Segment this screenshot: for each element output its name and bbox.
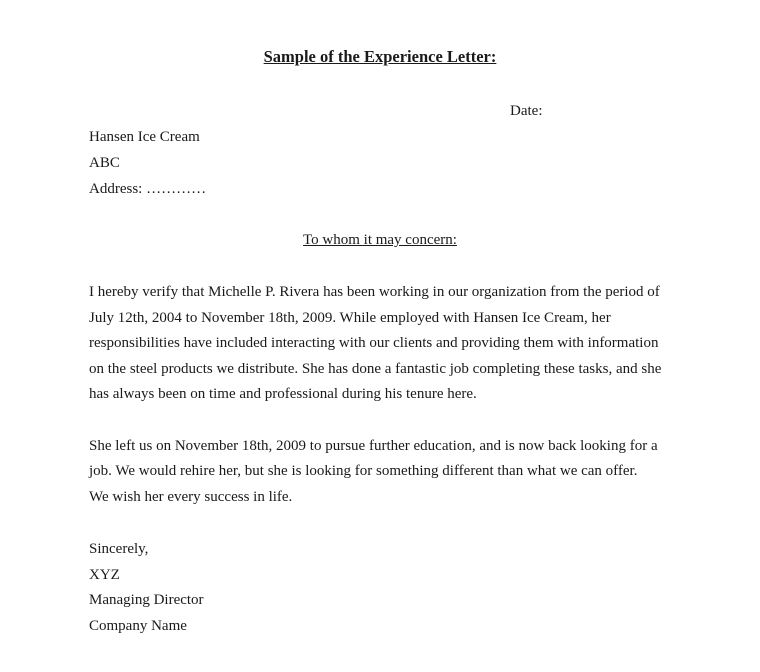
paragraph-line: I hereby verify that Michelle P. Rivera has been working in our organization from the period of (89, 284, 660, 300)
letter-title: Sample of the Experience Letter: (263, 47, 497, 66)
sender-address: Address: ………… (89, 181, 207, 197)
date-label: Date: (510, 103, 543, 119)
letter-subject: To whom it may concern: (303, 232, 457, 248)
sender-name: ABC (89, 155, 120, 171)
paragraph-line: She left us on November 18th, 2009 to pursue further education, and is now back looking for a (89, 438, 658, 454)
signatory-name: XYZ (89, 567, 120, 583)
paragraph-line: job. We would rehire her, but she is looking for something different than what we can offer. (89, 463, 638, 479)
paragraph-line: has always been on time and professional during his tenure here. (89, 386, 477, 402)
sender-company: Hansen Ice Cream (89, 129, 200, 145)
paragraph-line: We wish her every success in life. (89, 489, 293, 505)
signatory-company: Company Name (89, 618, 187, 634)
signatory-designation: Managing Director (89, 592, 204, 608)
paragraph-line: on the steel products we distribute. She has done a fantastic job completing these tasks, and she (89, 361, 662, 377)
closing-salutation: Sincerely, (89, 541, 149, 557)
paragraph-line: July 12th, 2004 to November 18th, 2009. While employed with Hansen Ice Cream, her (89, 310, 611, 326)
paragraph-line: responsibilities have included interacting with our clients and providing them with information (89, 335, 659, 351)
